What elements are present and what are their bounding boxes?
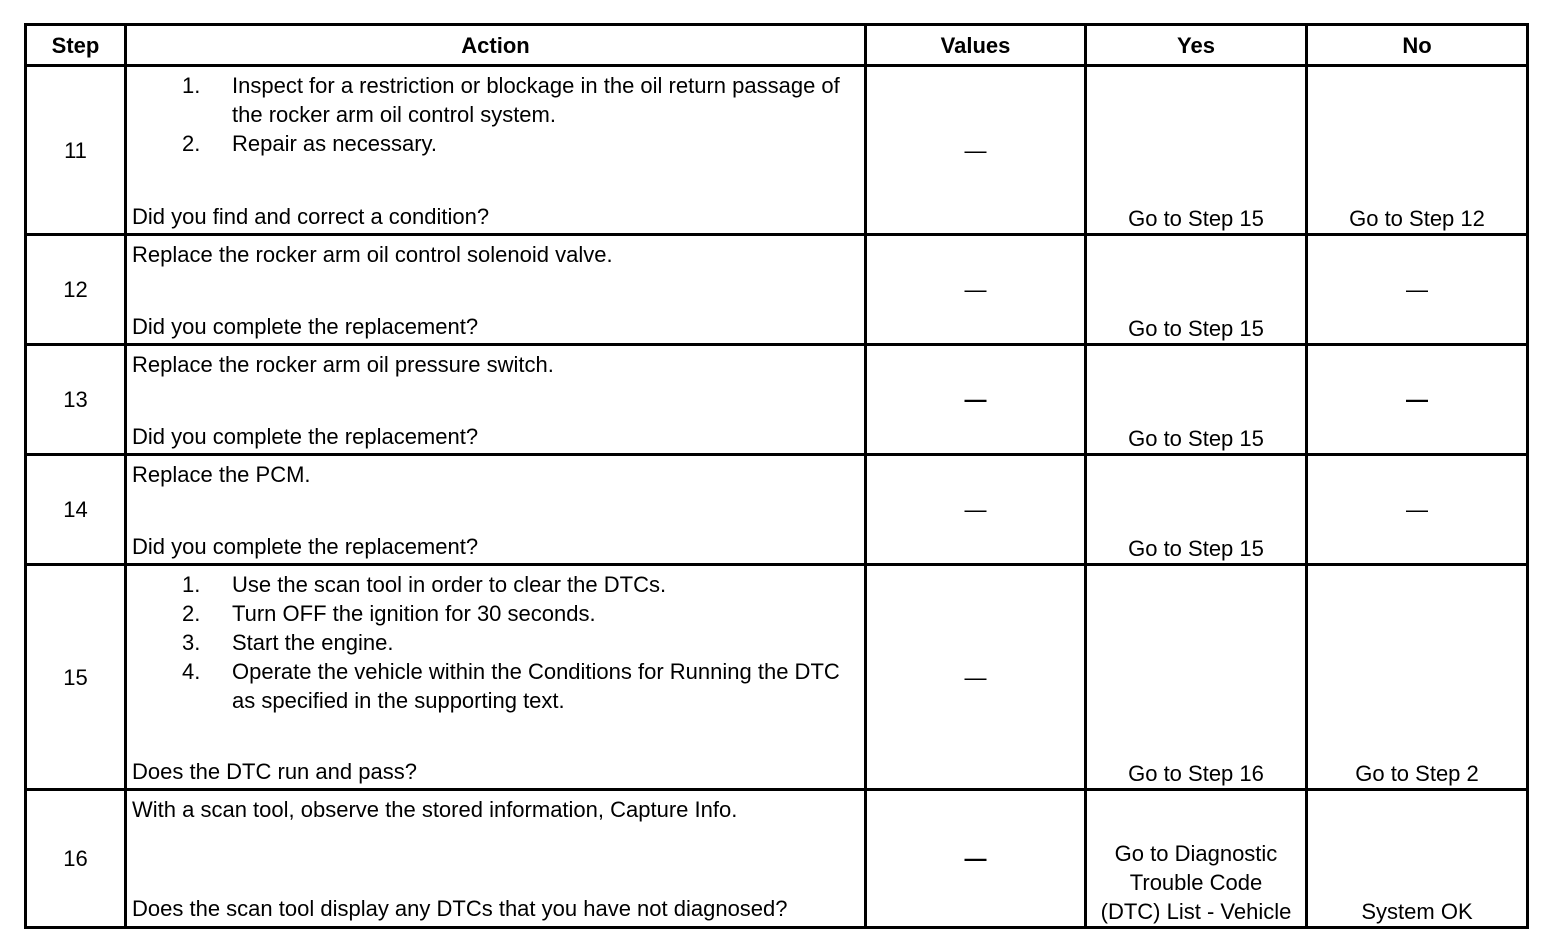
values-cell: — [866,66,1086,235]
header-step: Step [26,25,126,66]
values-cell: — [866,345,1086,455]
table-row [26,565,1528,790]
list-item: 1. Inspect for a restriction or blockage in the oil return passage of the rocker arm oil control system. [182,73,840,127]
table-row [26,345,1528,455]
table-row [26,235,1528,345]
action-text: With a scan tool, observe the stored information, Capture Info. [132,797,738,822]
list-item: 3. Start the engine. [182,630,394,655]
action-cell [126,455,866,565]
action-text: Replace the rocker arm oil pressure switch. [132,352,554,377]
table-row [26,66,1528,235]
yes-result: Go to Step 15 [1086,345,1307,455]
values-cell: — [866,565,1086,790]
header-action: Action [126,25,866,66]
no-result: — [1307,345,1528,455]
header-values: Values [866,25,1086,66]
no-result: Go to Step 12 [1307,66,1528,235]
values-cell: — [866,235,1086,345]
instruction-list [132,71,858,158]
yes-result: Go to Step 15 [1086,66,1307,235]
question-text: Does the scan tool display any DTCs that you have not diagnosed? [132,896,788,921]
action-cell [126,345,866,455]
action-cell [126,790,866,928]
step-number: 16 [26,790,126,928]
yes-result: Go to Step 15 [1086,235,1307,345]
step-number: 15 [26,565,126,790]
question-text: Did you find and correct a condition? [132,204,490,229]
question-text: Does the DTC run and pass? [132,759,417,784]
action-text: Replace the rocker arm oil control solenoid valve. [132,242,613,267]
question-text: Did you complete the replacement? [132,534,479,559]
list-item: 2. Repair as necessary. [182,131,438,156]
action-cell [126,565,866,790]
diagnostic-table [24,23,1529,929]
table-row [26,790,1528,928]
action-cell [126,235,866,345]
step-number: 11 [26,66,126,235]
instruction-list [132,570,858,715]
question-text: Did you complete the replacement? [132,314,479,339]
values-cell: — [866,790,1086,928]
yes-result: Go to Diagnostic Trouble Code (DTC) List - Vehicle [1086,790,1307,928]
list-item: 2. Turn OFF the ignition for 30 seconds. [182,601,596,626]
header-row [26,25,1528,66]
yes-result: Go to Step 16 [1086,565,1307,790]
action-cell [126,66,866,235]
no-result: Go to Step 2 [1307,565,1528,790]
table-row [26,455,1528,565]
no-result: — [1307,455,1528,565]
step-number: 13 [26,345,126,455]
question-text: Did you complete the replacement? [132,424,479,449]
step-number: 12 [26,235,126,345]
action-text: Replace the PCM. [132,462,311,487]
header-yes: Yes [1086,25,1307,66]
header-no: No [1307,25,1528,66]
no-result: — [1307,235,1528,345]
list-item: 1. Use the scan tool in order to clear the DTCs. [182,572,667,597]
step-number: 14 [26,455,126,565]
no-result: System OK [1307,790,1528,928]
values-cell: — [866,455,1086,565]
yes-result: Go to Step 15 [1086,455,1307,565]
list-item: 4. Operate the vehicle within the Conditions for Running the DTC as specified in the supporting text. [182,659,840,713]
